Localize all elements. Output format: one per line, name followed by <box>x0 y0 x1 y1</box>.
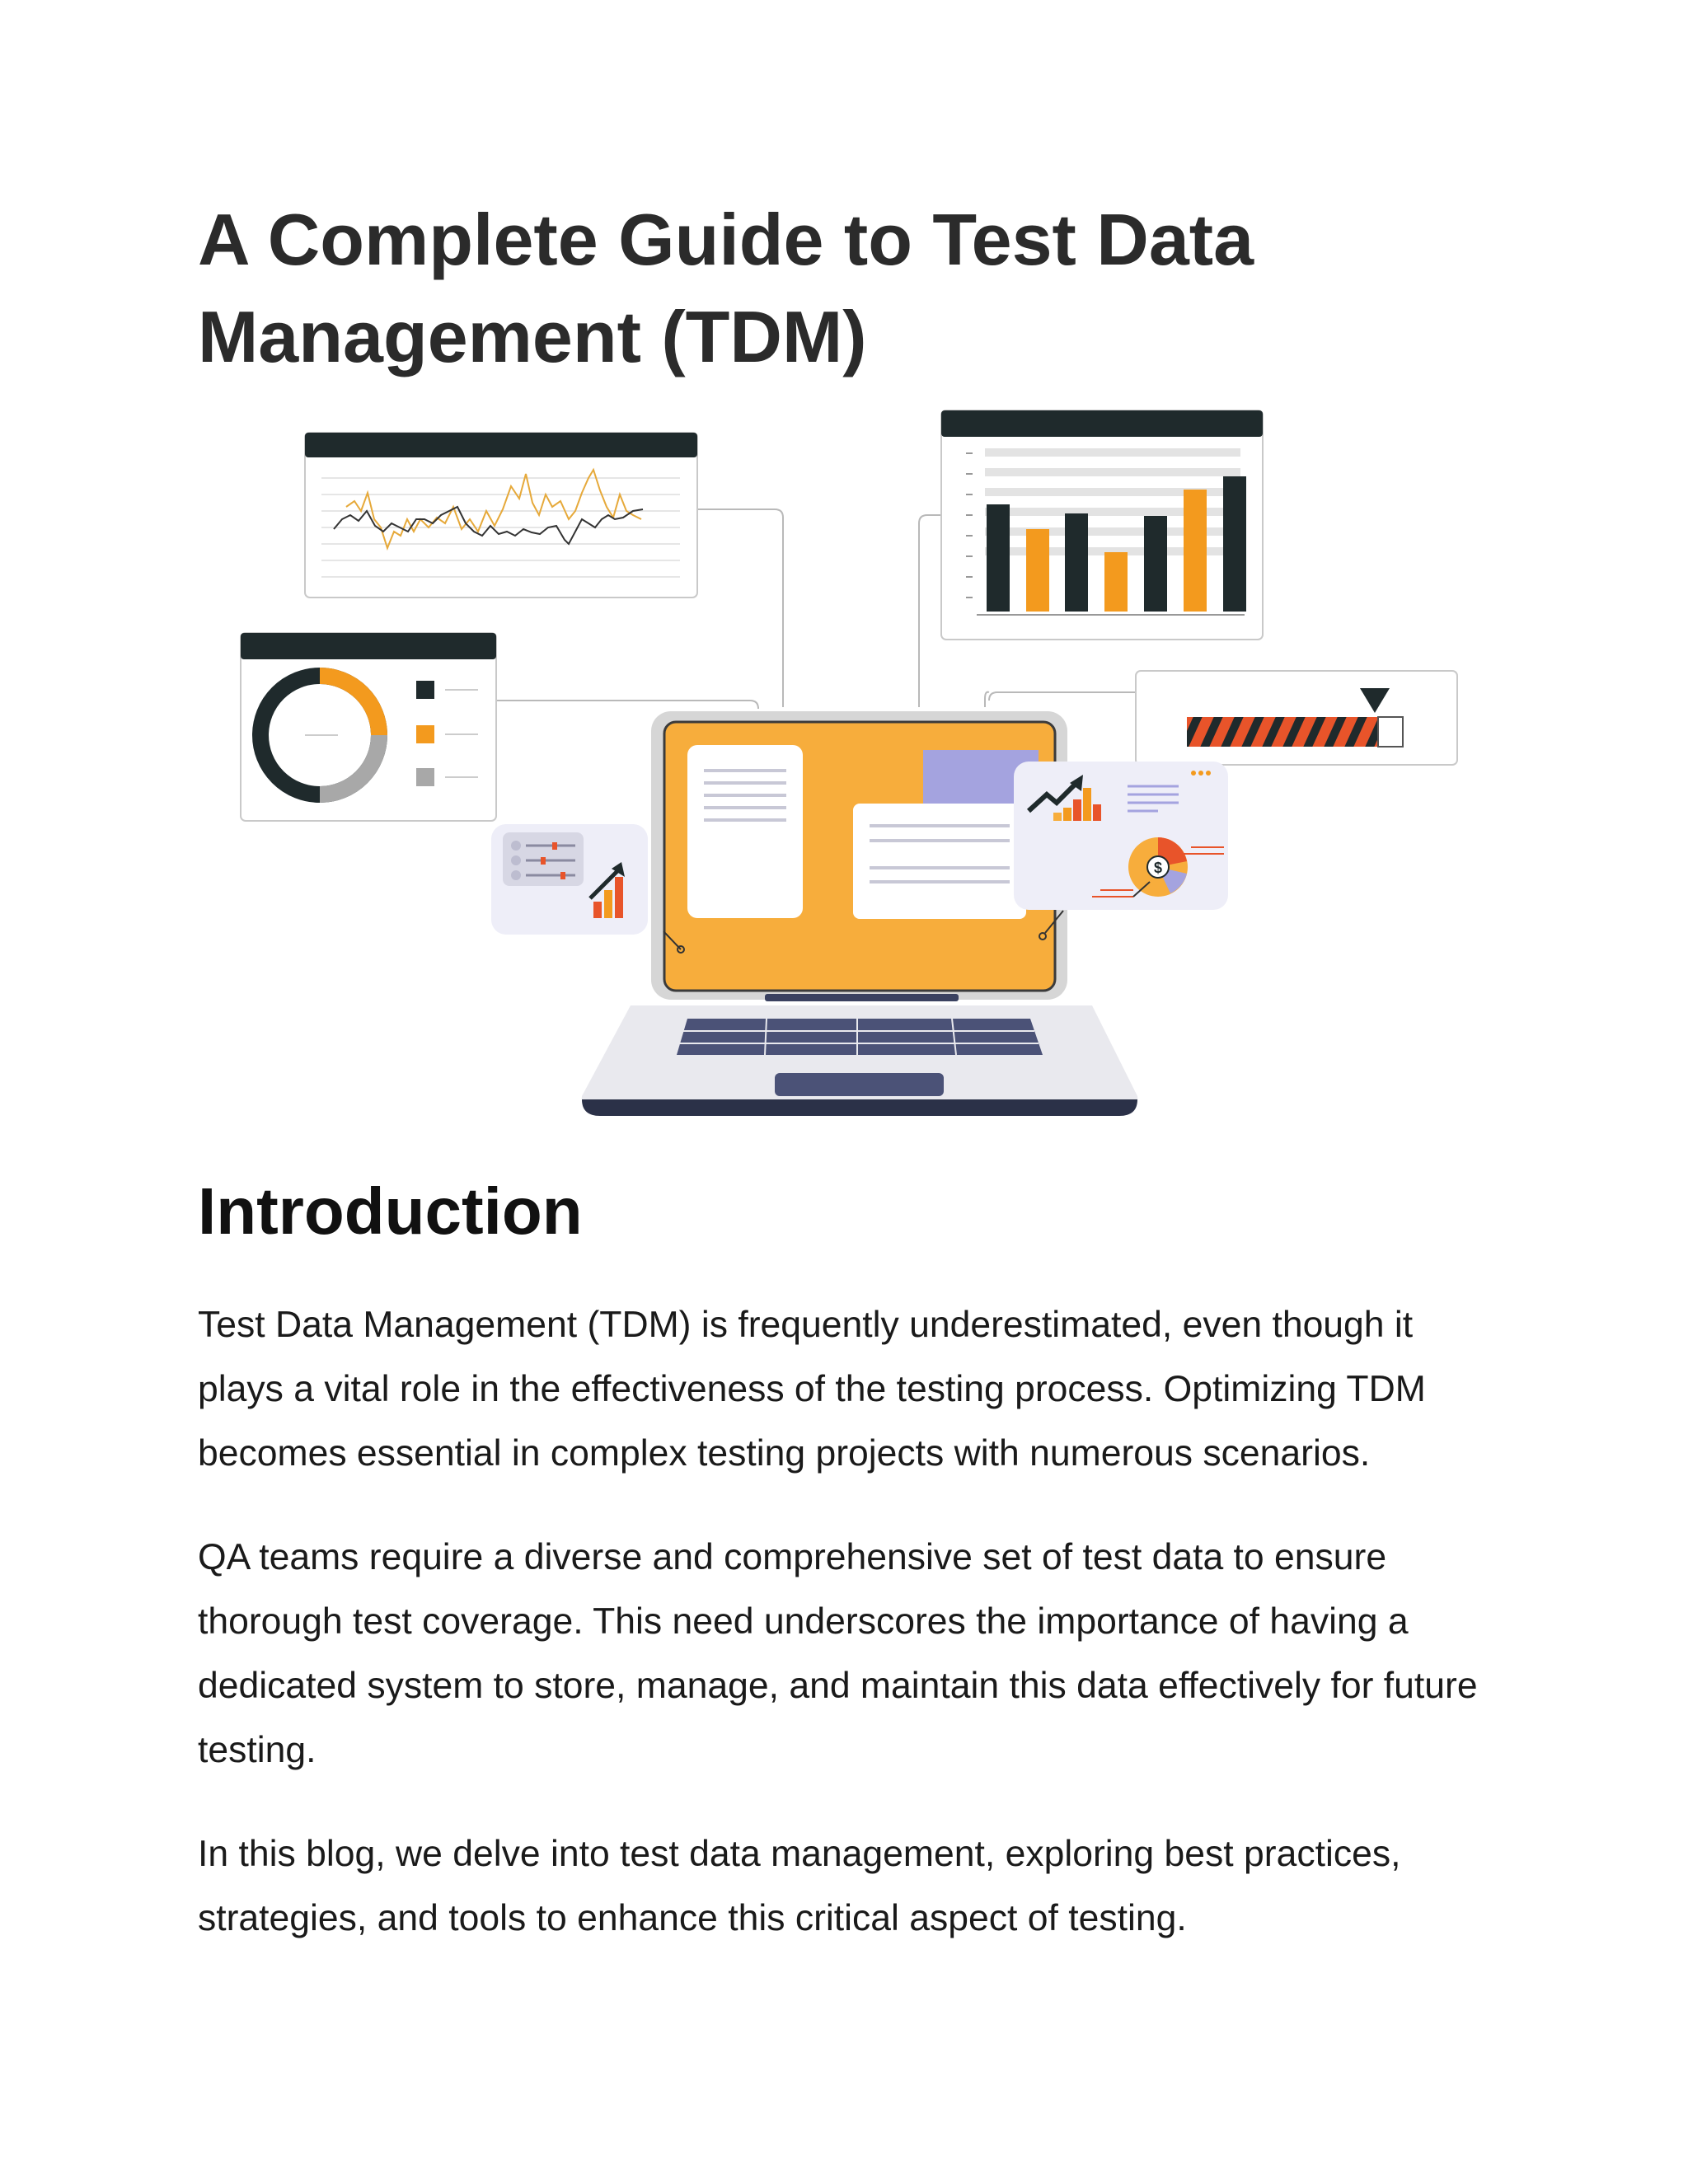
progress-bar-icon <box>1136 671 1457 765</box>
intro-paragraph-3: In this blog, we delve into test data management, exploring best practices, strategies, and tools to enhance this critical aspect of testing. <box>198 1834 1401 1938</box>
hero-illustration <box>198 396 1500 1129</box>
page-title: A Complete Guide to Test Data Management (TDM) <box>198 199 1254 377</box>
intro-paragraph-2: QA teams require a diverse and comprehensive set of test data to ensure thorough test coverage. This need underscores the importance of having a dedicated system to store, manage, and maintain this data effectively for future testing. <box>198 1537 1478 1770</box>
intro-paragraph-1: Test Data Management (TDM) is frequently underestimated, even though it plays a vital role in the effectiveness of the testing process. Optimizing TDM becomes essential in complex testing projects with numerous scenarios. <box>198 1305 1426 1474</box>
section-heading: Introduction <box>198 1174 583 1248</box>
trend-arrow-icon <box>491 824 648 935</box>
dollar-symbol: $ <box>1153 860 1163 876</box>
line-chart-icon <box>305 433 697 598</box>
donut-chart-icon <box>241 633 496 821</box>
bar-chart-icon <box>941 410 1263 640</box>
